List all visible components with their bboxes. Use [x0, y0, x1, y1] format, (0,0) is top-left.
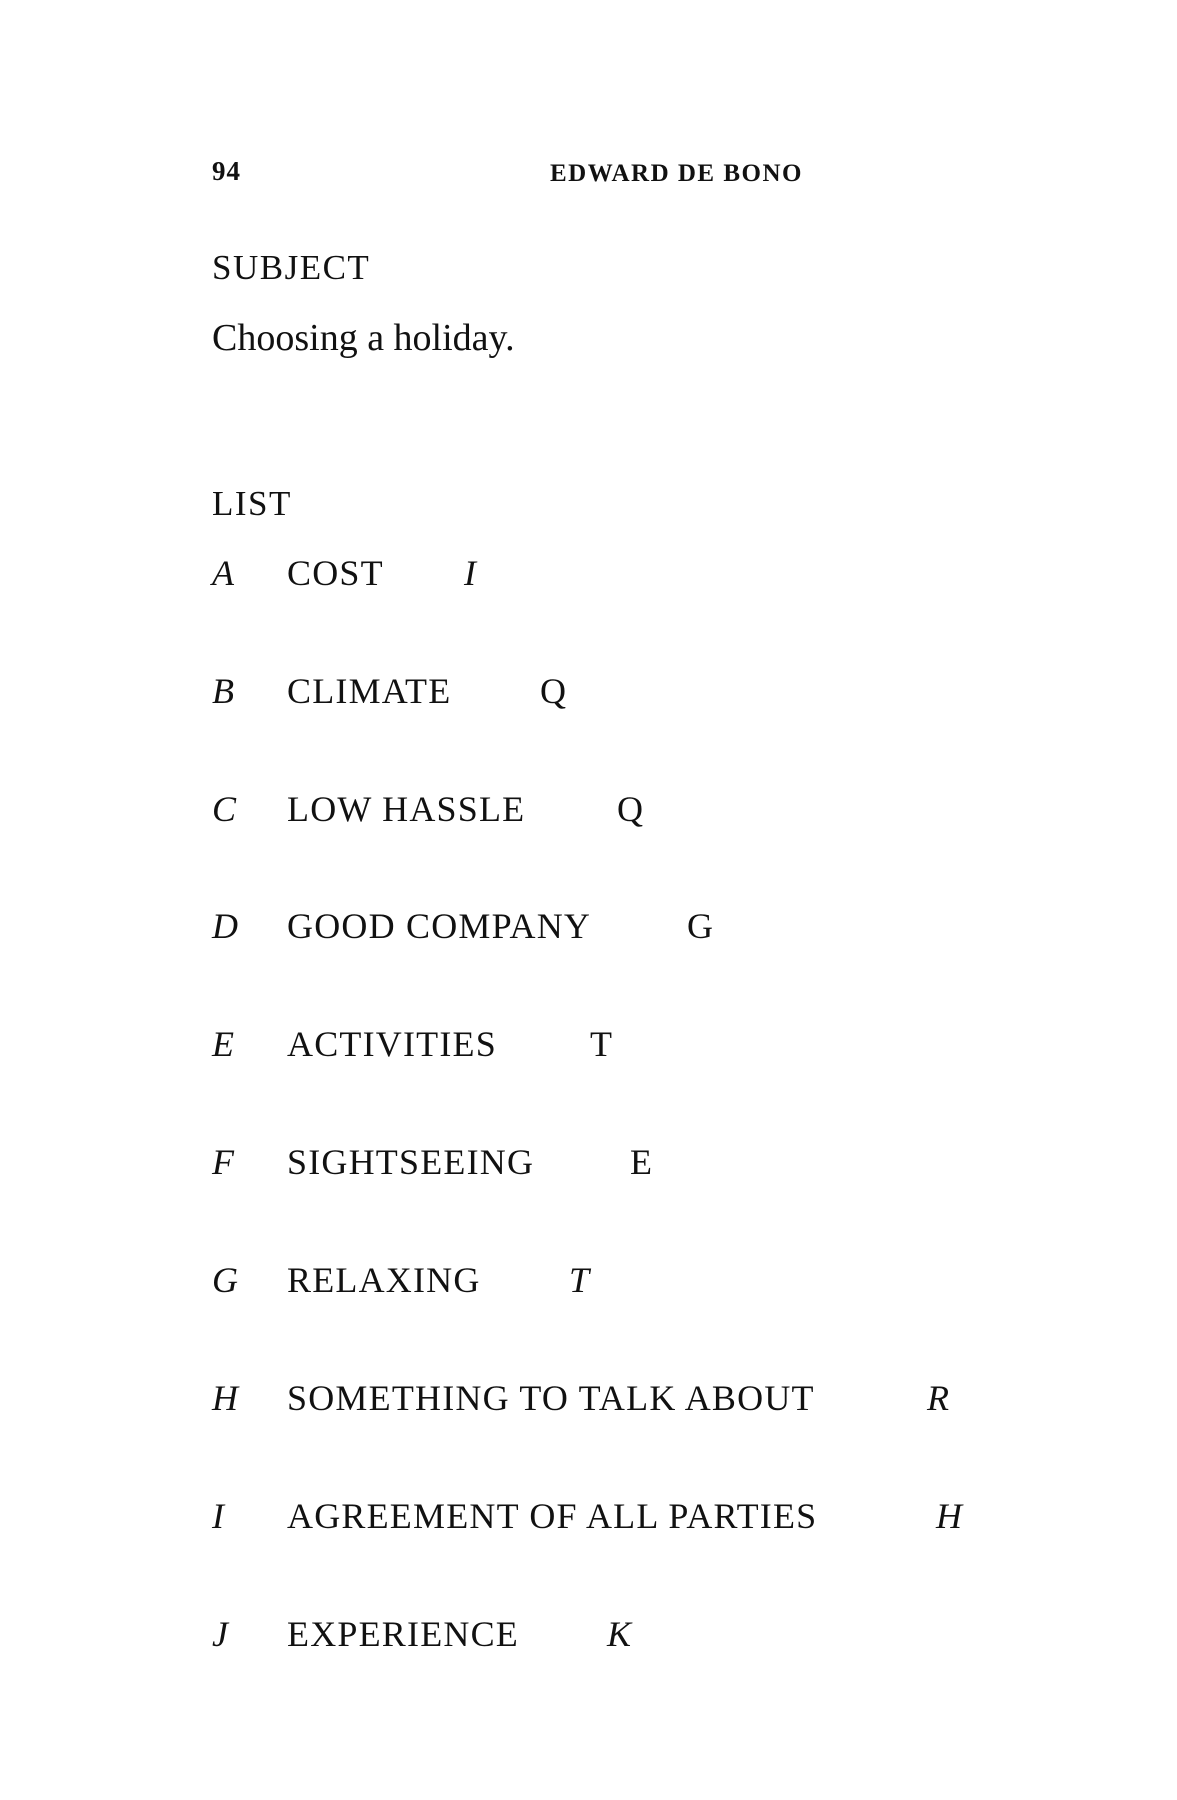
list-item-code: T: [590, 1024, 614, 1064]
subject-text: Choosing a holiday.: [212, 317, 515, 359]
list-item-letter: E: [212, 1024, 236, 1064]
list-heading: LIST: [212, 484, 292, 523]
list-item-letter: J: [212, 1614, 230, 1654]
list-item-code: G: [687, 906, 715, 946]
list-item-letter: C: [212, 789, 238, 829]
list-item-letter: A: [212, 553, 236, 593]
running-head: EDWARD DE BONO: [550, 160, 803, 187]
list-item-text: ACTIVITIES: [287, 1024, 497, 1064]
subject-heading: SUBJECT: [212, 248, 371, 287]
page-number: 94: [212, 156, 241, 186]
list-item-code: I: [464, 553, 478, 593]
list-item-code: T: [569, 1260, 591, 1300]
list-item-text: SOMETHING TO TALK ABOUT: [287, 1378, 815, 1418]
list-item-text: GOOD COMPANY: [287, 906, 592, 946]
list-item-letter: I: [212, 1496, 226, 1536]
list-item-code: Q: [617, 789, 645, 829]
list-item-code: H: [936, 1496, 964, 1536]
list-item-text: LOW HASSLE: [287, 789, 526, 829]
list-item-code: E: [630, 1142, 654, 1182]
list-item-code: Q: [540, 671, 568, 711]
list-item-code: R: [927, 1378, 951, 1418]
list-item-code: K: [607, 1614, 633, 1654]
list-item-letter: B: [212, 671, 236, 711]
list-item-letter: F: [212, 1142, 236, 1182]
list-item-text: EXPERIENCE: [287, 1614, 519, 1654]
list-item-letter: D: [212, 906, 240, 946]
list-item-letter: H: [212, 1378, 240, 1418]
list-item-letter: G: [212, 1260, 240, 1300]
list-item-text: CLIMATE: [287, 671, 452, 711]
list-item-text: RELAXING: [287, 1260, 481, 1300]
list-item-text: AGREEMENT OF ALL PARTIES: [287, 1496, 818, 1536]
list-item-text: COST: [287, 553, 384, 593]
list-item-text: SIGHTSEEING: [287, 1142, 535, 1182]
